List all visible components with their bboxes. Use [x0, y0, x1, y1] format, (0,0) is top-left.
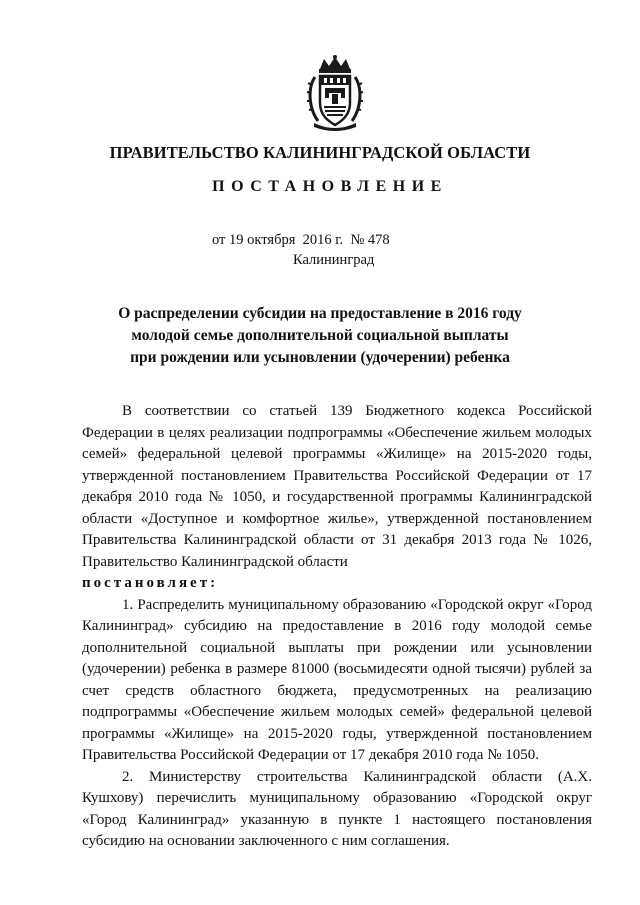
coat-of-arms-icon [306, 55, 364, 133]
city: Калининград [293, 252, 375, 268]
title-line-3: при рождении или усыновлении (удочерении) ребенка [130, 349, 510, 366]
document-title [0, 303, 640, 369]
document-number: 478 [367, 232, 390, 248]
title-line-1: О распределении субсидии на предоставление в 2016 году [118, 305, 522, 322]
date-year: 2016 г. [302, 232, 344, 248]
preamble-paragraph: В соответствии со статьей 139 Бюджетного кодекса Российской Федерации в целях реализации подпрограммы «Обеспечение жильем молодых семей» федеральной целевой программы «Жилище» на 2015-2020 годы, утвержденной постановлением Правительства Российской Федерации от 17 декабря 2010 года № 1050, и государственной программы Калининградской области «Доступное и комфортное жилье», утвержденной постановлением Правительства Калининградской области от 31 декабря 2013 года № 1026, Правительство Калининградской области [82, 403, 592, 570]
date-number-line [212, 232, 390, 249]
date-prefix: от [212, 232, 226, 248]
item-1-paragraph: 1. Распределить муниципальному образованию «Городской округ «Город Калининград» субсидию на предоставление в 2016 году молодой семье дополнительной социальной выплаты при рождении или усыновлении (удочерении) ребенка в размере 81000 (восьмидесяти одной тысячи) рублей за счет средств областного бюджета, предусмотренных на реализацию подпрограммы «Обеспечение жильем молодых семей» федеральной целевой программы «Жилище» на 2015-2020 годы, утвержденной постановлением Правительства Российской Федерации от 17 декабря 2010 года № 1050. [82, 596, 592, 763]
document-type: ПОСТАНОВЛЕНИЕ [212, 178, 448, 195]
date-day: 19 [229, 232, 244, 248]
document-body [82, 401, 592, 853]
item-2-paragraph: 2. Министерству строительства Калининградской области (А.Х. Кушхову) перечислить муниципальному образованию «Городской округ «Город Калининград» указанную в пункте 1 настоящего постановления субсидию на основании заключенного с ним соглашения. [82, 768, 592, 849]
organization-title: ПРАВИТЕЛЬСТВО КАЛИНИНГРАДСКОЙ ОБЛАСТИ [109, 143, 531, 162]
title-line-2: молодой семье дополнительной социальной выплаты [131, 327, 509, 344]
date-month: октября [247, 232, 296, 248]
resolves-keyword: постановляет: [82, 575, 219, 591]
number-prefix: № [350, 232, 365, 248]
